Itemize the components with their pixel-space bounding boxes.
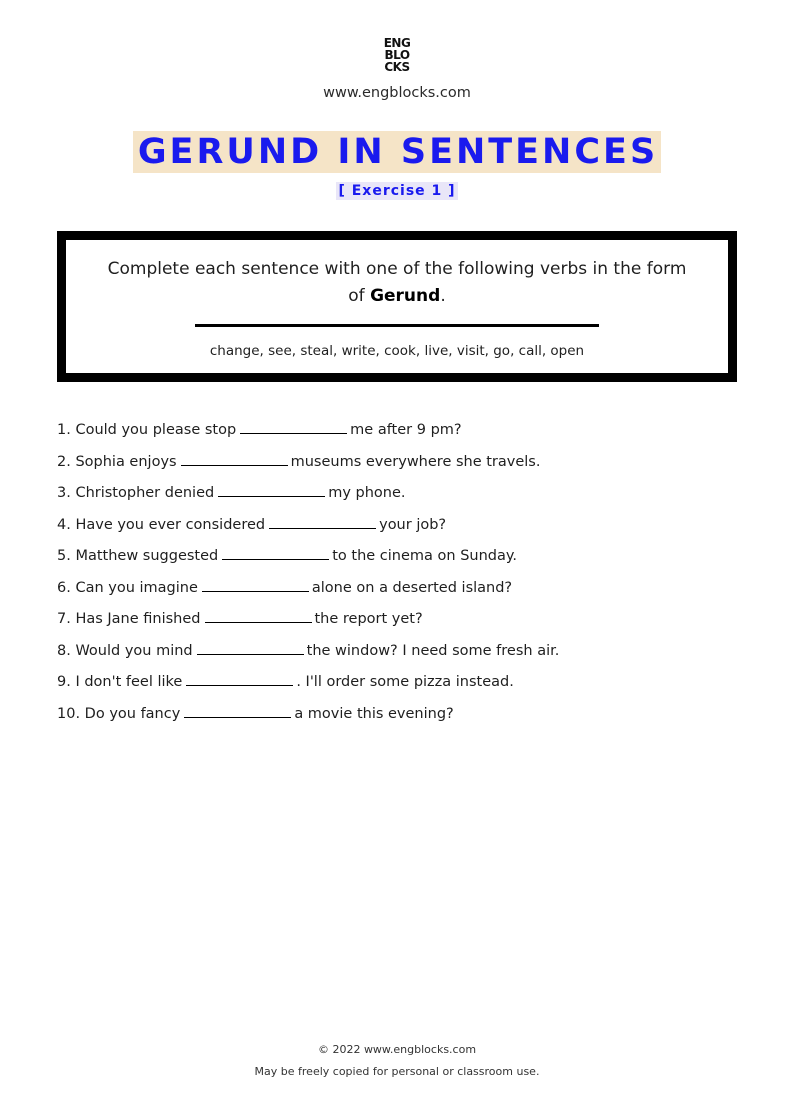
- question-text-before: 9. I don't feel like: [57, 674, 183, 690]
- verb-list: change, see, steal, write, cook, live, visit, go, call, open: [209, 343, 585, 359]
- question-text-before: 3. Christopher denied: [57, 485, 215, 501]
- question-text-after: the report yet?: [314, 611, 423, 627]
- logo-line-1: ENG: [383, 36, 411, 50]
- question-text-after: to the cinema on Sunday.: [332, 548, 518, 564]
- footer-note: May be freely copied for personal or classroom use.: [254, 1065, 540, 1078]
- question-text-after: . I'll order some pizza instead.: [296, 674, 514, 690]
- question-text-after: alone on a deserted island?: [311, 579, 513, 596]
- instructions-bold-word: Gerund: [370, 286, 441, 306]
- question-text-before: 1. Could you please stop: [57, 422, 237, 438]
- answer-blank[interactable]: [197, 640, 304, 655]
- divider-line: [195, 324, 599, 327]
- answer-blank[interactable]: [222, 545, 329, 560]
- subtitle-container: [0, 180, 794, 200]
- question-text-before: 8. Would you mind: [57, 642, 193, 659]
- instructions-text-before: Complete each sentence with one of the following verbs in the form of: [107, 259, 687, 306]
- question-text-after: me after 9 pm?: [350, 422, 462, 438]
- question-text-before: 4. Have you ever considered: [57, 516, 266, 533]
- title-container: [0, 131, 794, 173]
- question-text-before: 5. Matthew suggested: [57, 548, 219, 564]
- question-text-before: 6. Can you imagine: [57, 579, 198, 596]
- question-item: [57, 608, 757, 640]
- logo-line-2: BLO: [384, 48, 410, 62]
- answer-blank[interactable]: [218, 482, 325, 497]
- question-text-after: my phone.: [328, 485, 406, 501]
- answer-blank[interactable]: [202, 577, 309, 592]
- instructions-box: [57, 231, 737, 382]
- answer-blank[interactable]: [205, 608, 312, 623]
- question-item: [57, 577, 757, 609]
- question-text-after: a movie this evening?: [294, 705, 454, 722]
- question-text-after: museums everywhere she travels.: [290, 453, 541, 470]
- answer-blank[interactable]: [186, 671, 293, 686]
- question-item: [57, 514, 757, 546]
- question-list: [57, 419, 757, 734]
- footer-copyright: © 2022 www.engblocks.com: [317, 1043, 477, 1056]
- instructions-text-after: .: [440, 286, 446, 306]
- question-item: [57, 419, 757, 451]
- logo-line-3: CKS: [384, 60, 410, 74]
- question-item: [57, 703, 757, 735]
- answer-blank[interactable]: [184, 703, 291, 718]
- question-item: [57, 545, 757, 577]
- question-item: [57, 640, 757, 672]
- question-item: [57, 671, 757, 703]
- question-text-before: 10. Do you fancy: [57, 705, 181, 722]
- answer-blank[interactable]: [269, 514, 376, 529]
- answer-blank[interactable]: [181, 451, 288, 466]
- question-text-before: 7. Has Jane finished: [57, 611, 201, 627]
- exercise-label: [ Exercise 1 ]: [338, 183, 456, 199]
- question-item: [57, 451, 757, 483]
- answer-blank[interactable]: [240, 419, 347, 434]
- question-item: [57, 482, 757, 514]
- page-title: GERUND IN SENTENCES: [133, 131, 661, 173]
- question-text-after: the window? I need some fresh air.: [306, 642, 560, 659]
- question-text-after: your job?: [379, 516, 447, 533]
- engblocks-logo: [0, 37, 794, 73]
- instructions-text: [102, 256, 692, 310]
- question-text-before: 2. Sophia enjoys: [57, 453, 177, 470]
- site-url[interactable]: www.engblocks.com: [323, 85, 471, 101]
